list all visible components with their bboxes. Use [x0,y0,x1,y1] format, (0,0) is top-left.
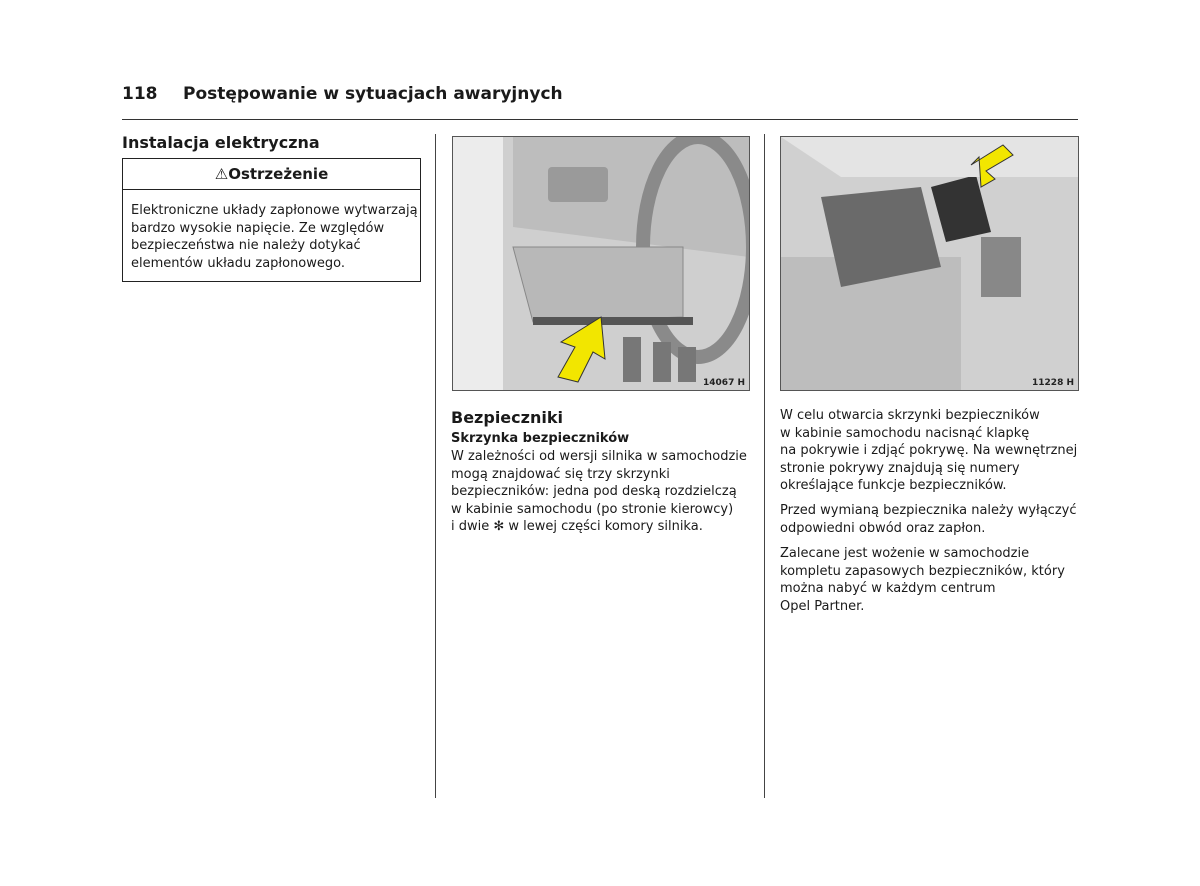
text-line: określające funkcje bezpieczników. [780,478,1007,494]
text-line: Elektroniczne układy zapłonowe wytwarzają [131,203,418,218]
fusebox-drawing [781,137,1078,390]
column-divider [764,134,765,798]
text-line: W zależności od wersji silnika w samochodzie [451,449,747,464]
text-line: Zalecane jest wożenie w samochodzie [780,546,1030,561]
body-paragraph [780,502,1077,537]
subsection-title: Skrzynka bezpieczników [451,431,630,446]
header-rule [122,119,1078,120]
image-label: 11228 H [1032,378,1074,388]
warning-text [123,190,420,272]
text-line: stronie pokrywy znajdują się numery [780,460,1020,476]
page-number: 118 [122,84,158,104]
section-title: Bezpieczniki [451,408,563,427]
section-title: Instalacja elektryczna [122,133,320,152]
image-label: 14067 H [703,378,745,388]
warning-box [122,158,421,282]
text-line: w kabinie samochodu nacisnąć klapkę [780,425,1030,441]
fusebox-location-illustration [452,136,750,391]
text-line: i dwie ✻ w lewej części komory silnika. [451,519,703,535]
text-line: Opel Partner. [780,598,865,614]
text-line: elementów układu zapłonowego. [131,255,345,271]
warning-triangle-icon: ⚠ [214,165,229,183]
text-line: bezpieczników: jedna pod deską rozdzielczą [451,484,737,500]
text-line: kompletu zapasowych bezpieczników, który [780,563,1065,579]
dashboard-drawing [453,137,749,390]
text-line: W celu otwarcia skrzynki bezpieczników [780,408,1040,423]
text-line: można nabyć w każdym centrum [780,581,996,597]
body-paragraph [780,407,1077,495]
body-paragraph [451,448,747,536]
warning-title: Ostrzeżenie [228,165,329,183]
page-header-title: Postępowanie w sytuacjach awaryjnych [183,84,563,104]
text-line: odpowiedni obwód oraz zapłon. [780,520,986,536]
text-line: na pokrywie i zdjąć pokrywę. Na wewnętrznej [780,443,1078,459]
text-line: w kabinie samochodu (po stronie kierowcy) [451,501,734,517]
column-divider [435,134,436,798]
fusebox-cover-illustration [780,136,1079,391]
text-line: bezpieczeństwa nie należy dotykać [131,238,361,254]
text-line: Przed wymianą bezpiecznika należy wyłączyć [780,503,1077,518]
text-line: mogą znajdować się trzy skrzynki [451,466,670,482]
body-paragraph [780,545,1065,615]
text-line: bardzo wysokie napięcie. Ze względów [131,220,385,236]
